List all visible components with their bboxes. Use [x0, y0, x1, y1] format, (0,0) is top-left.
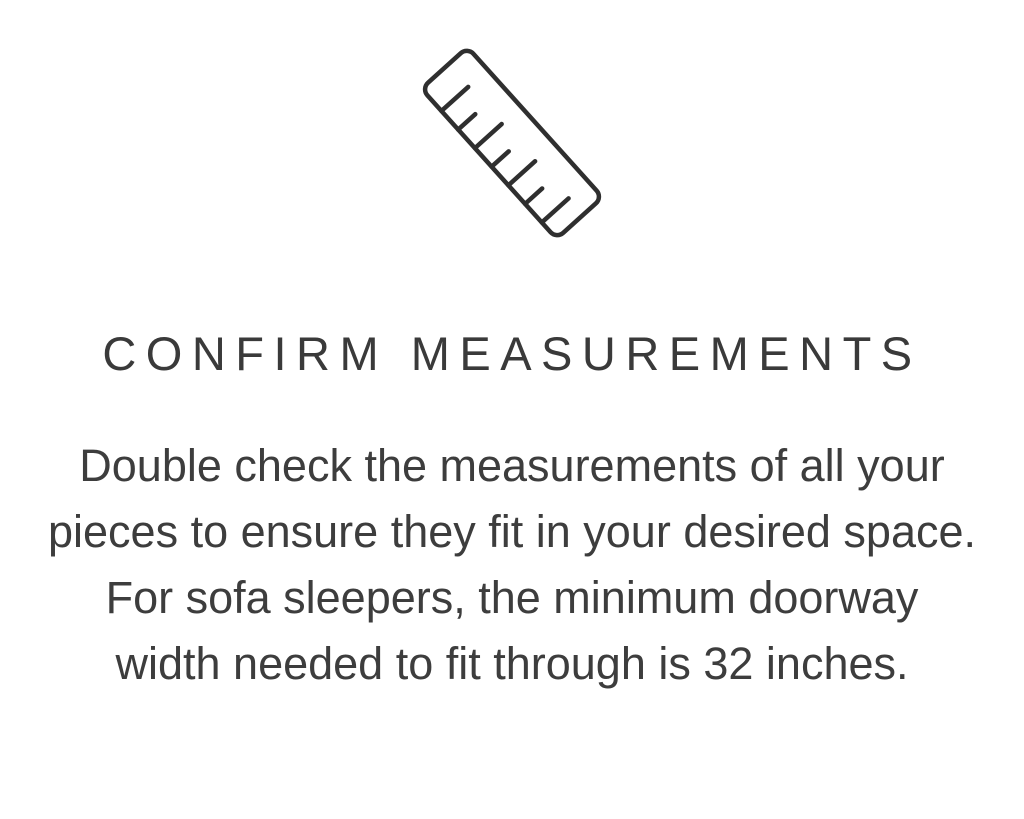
description-text: Double check the measurements of all your pieces to ensure they fit in your desired space. For sofa sleepers, the minimum doorway width needed to fit through is 32 inches. — [47, 440, 976, 690]
ruler-icon — [382, 28, 642, 258]
page-title: CONFIRM MEASUREMENTS — [102, 327, 922, 380]
